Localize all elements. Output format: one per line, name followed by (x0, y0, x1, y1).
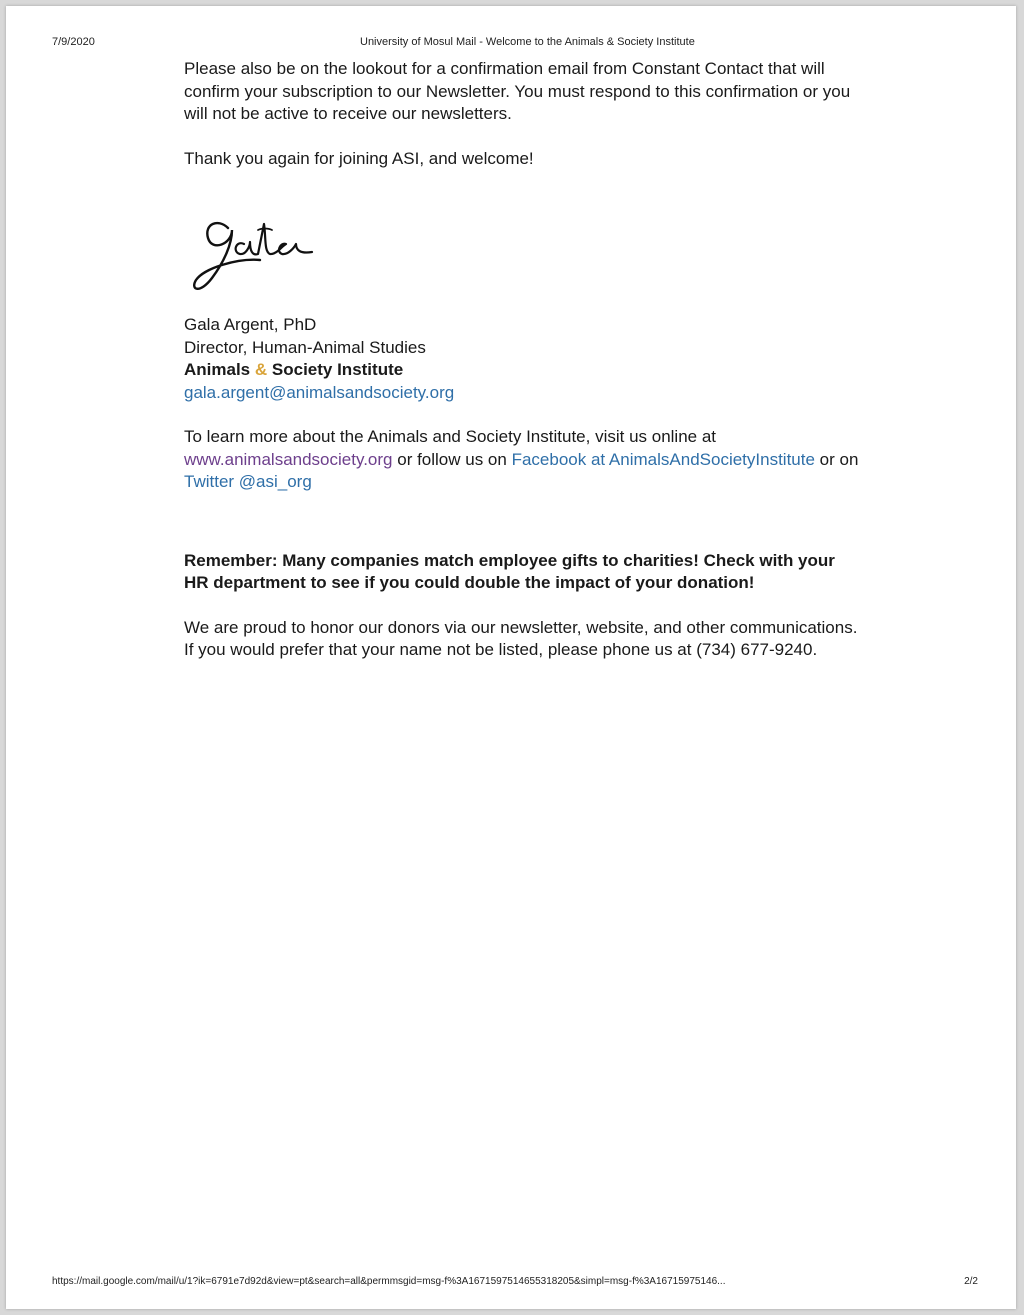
document-page (6, 6, 1016, 1309)
follow-text: or follow us on (397, 449, 507, 469)
website-link[interactable]: www.animalsandsociety.org (184, 449, 393, 469)
email-body (184, 58, 864, 662)
header-date: 7/9/2020 (52, 36, 95, 48)
footer-url: https://mail.google.com/mail/u/1?ik=6791e7d92d&view=pt&search=all&permmsgid=msg-f%3A1671597514655318205&simpl=msg-f%3A16715975146... (52, 1276, 726, 1287)
org-ampersand: & (254, 360, 268, 379)
handwritten-signature (188, 200, 338, 300)
matching-gifts-notice: Remember: Many companies match employee gifts to charities! Check with your HR department to see if you could double the impact of your donation! (184, 550, 835, 592)
email-link[interactable]: gala.argent@animalsandsociety.org (184, 382, 455, 402)
signer-title: Director, Human-Animal Studies (184, 337, 426, 357)
organization-name (184, 359, 864, 382)
org-name-part2: Society Institute (271, 360, 404, 379)
header-title: University of Mosul Mail - Welcome to the Animals & Society Institute (360, 36, 695, 48)
donor-honor-paragraph: We are proud to honor our donors via our newsletter, website, and other communications. If you would prefer that your name not be listed, please phone us at (734) 677-9240. (184, 617, 858, 659)
spacer (184, 494, 864, 550)
confirmation-paragraph: Please also be on the lookout for a confirmation email from Constant Contact that will confirm your subscription to our Newsletter. You must respond to this confirmation or you will not be active to receive our newsletters. (184, 59, 851, 123)
footer-page-number: 2/2 (964, 1276, 978, 1287)
spacer (184, 404, 864, 426)
or-on-text: or on (819, 449, 859, 469)
facebook-link[interactable]: Facebook at AnimalsAndSocietyInstitute (511, 449, 815, 469)
thanks-paragraph: Thank you again for joining ASI, and welcome! (184, 148, 534, 168)
learn-more-text: To learn more about the Animals and Society Institute, visit us online at (184, 427, 717, 446)
signer-name: Gala Argent, PhD (184, 315, 317, 334)
twitter-link[interactable]: Twitter @asi_org (184, 472, 312, 491)
learn-more-paragraph (184, 426, 864, 494)
org-name-part1: Animals (184, 360, 251, 379)
